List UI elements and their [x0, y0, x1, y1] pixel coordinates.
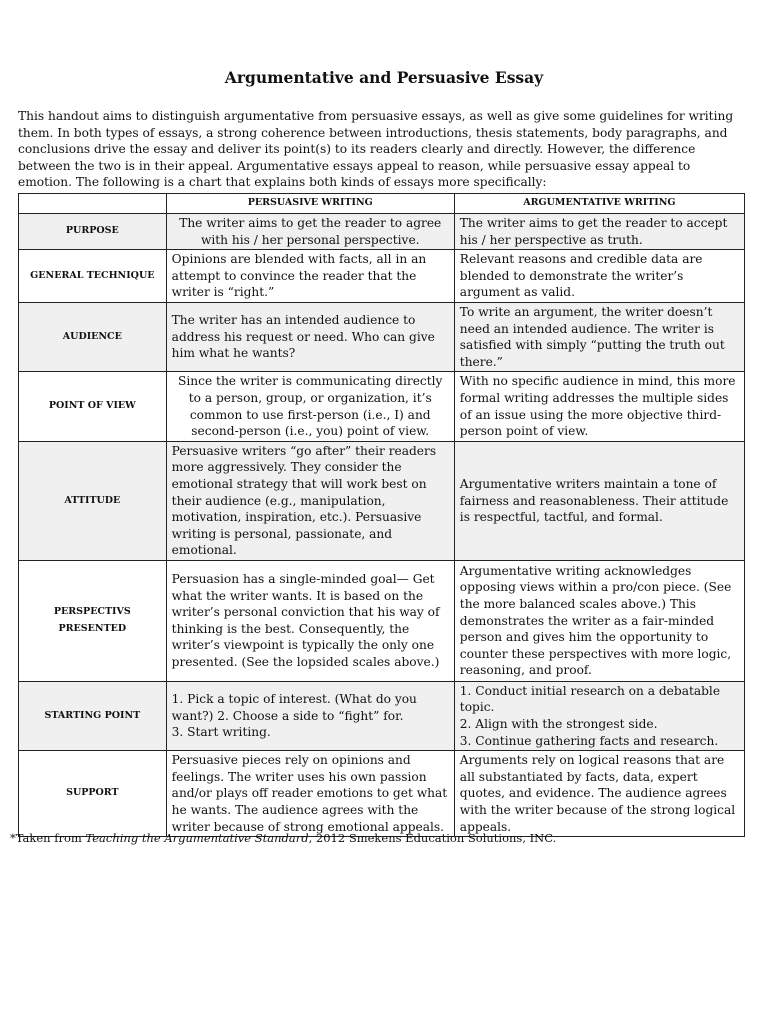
row-label: STARTING POINT [19, 681, 167, 750]
argumentative-step: 1. Conduct initial research on a debatable topic. [459, 683, 721, 715]
persuasive-step: 3. Start writing. [171, 725, 271, 740]
table-row [19, 441, 745, 560]
row-label: ATTITUDE [19, 441, 167, 560]
persuasive-cell: The writer aims to get the reader to agree with his / her personal perspective. [166, 214, 454, 250]
persuasive-cell: Opinions are blended with facts, all in an attempt to convince the reader that the writer is “right.” [166, 250, 454, 303]
header-persuasive: PERSUASIVE WRITING [166, 194, 454, 214]
argumentative-cell: To write an argument, the writer doesn’t need an intended audience. The writer is satisfied with simply “putting the truth out there.” [454, 302, 744, 371]
table-row [19, 560, 745, 681]
footnote-suffix: , 2012 Smekens Education Solutions, INC. [308, 831, 557, 845]
comparison-table [18, 193, 745, 837]
persuasive-cell: Persuasive pieces rely on opinions and feelings. The writer uses his own passion and/or plays off reader emotions to get what he wants. The audience agrees with the writer because of strong emotional appeals. [166, 751, 454, 837]
table-header-row [19, 194, 745, 214]
persuasive-cell: Persuasion has a single-minded goal— Get what the writer wants. It is based on the writer’s personal conviction that his way of thinking is the best. Consequently, the writer’s viewpoint is typically the only one presented. (See the lopsided scales above.) [166, 560, 454, 681]
row-label: AUDIENCE [19, 302, 167, 371]
row-label: SUPPORT [19, 751, 167, 837]
table-row [19, 681, 745, 750]
argumentative-cell: Relevant reasons and credible data are blended to demonstrate the writer’s argument as valid. [454, 250, 744, 303]
argumentative-cell: The writer aims to get the reader to accept his / her perspective as truth. [454, 214, 744, 250]
persuasive-cell: Persuasive writers “go after” their readers more aggressively. They consider the emotional strategy that will work best on their audience (e.g., manipulation, motivation, inspiration, etc.). Persuasive writing is personal, passionate, and emotional. [166, 441, 454, 560]
table-row [19, 214, 745, 250]
header-argumentative: ARGUMENTATIVE WRITING [454, 194, 744, 214]
table-row [19, 250, 745, 303]
table-row [19, 751, 745, 837]
row-label: PURPOSE [19, 214, 167, 250]
persuasive-cell: The writer has an intended audience to address his request or need. Who can give him what he wants? [166, 302, 454, 371]
persuasive-cell [166, 681, 454, 750]
argumentative-cell [454, 681, 744, 750]
table-row [19, 372, 745, 441]
header-empty [19, 194, 167, 214]
argumentative-cell: Argumentative writers maintain a tone of fairness and reasonableness. Their attitude is respectful, tactful, and formal. [454, 441, 744, 560]
row-label: POINT OF VIEW [19, 372, 167, 441]
footnote-prefix: *Taken from [10, 831, 86, 845]
argumentative-step: 2. Align with the strongest side. [459, 717, 658, 732]
row-label: GENERAL TECHNIQUE [19, 250, 167, 303]
persuasive-cell: Since the writer is communicating directly to a person, group, or organization, it’s common to use first-person (i.e., I) and second-person (i.e., you) point of view. [166, 372, 454, 441]
intro-paragraph: This handout aims to distinguish argumentative from persuasive essays, as well as give some guidelines for writing them. In both types of essays, a strong coherence between introductions, thesis statements, body paragraphs, and conclusions drive the essay and deliver its point(s) to its readers clearly and directly. However, the difference between the two is in their appeal. Argumentative essays appeal to reason, while persuasive essay appeal to emotion. The following is a chart that explains both kinds of essays more specifically: [18, 109, 734, 190]
footnote-source-title: Teaching the Argumentative Standard [85, 831, 309, 845]
row-label: PERSPECTIVS PRESENTED [19, 560, 167, 681]
argumentative-cell: With no specific audience in mind, this more formal writing addresses the multiple sides of an issue using the more objective third-person point of view. [454, 372, 744, 441]
argumentative-step: 3. Continue gathering facts and research. [459, 733, 719, 748]
footnote [10, 831, 556, 845]
document-title: Argumentative and Persuasive Essay [224, 68, 544, 87]
argumentative-cell: Argumentative writing acknowledges opposing views within a pro/con piece. (See the more balanced scales above.) This demonstrates the writer as a fair-minded person and gives him the opportunity to counter these perspectives with more logic, reasoning, and proof. [454, 560, 744, 681]
argumentative-cell: Arguments rely on logical reasons that are all substantiated by facts, data, expert quotes, and evidence. The audience agrees with the writer because of the strong logical appeals. [454, 751, 744, 837]
persuasive-step: 1. Pick a topic of interest. (What do you want?) 2. Choose a side to “fight” for. [171, 692, 417, 723]
table-row [19, 302, 745, 371]
